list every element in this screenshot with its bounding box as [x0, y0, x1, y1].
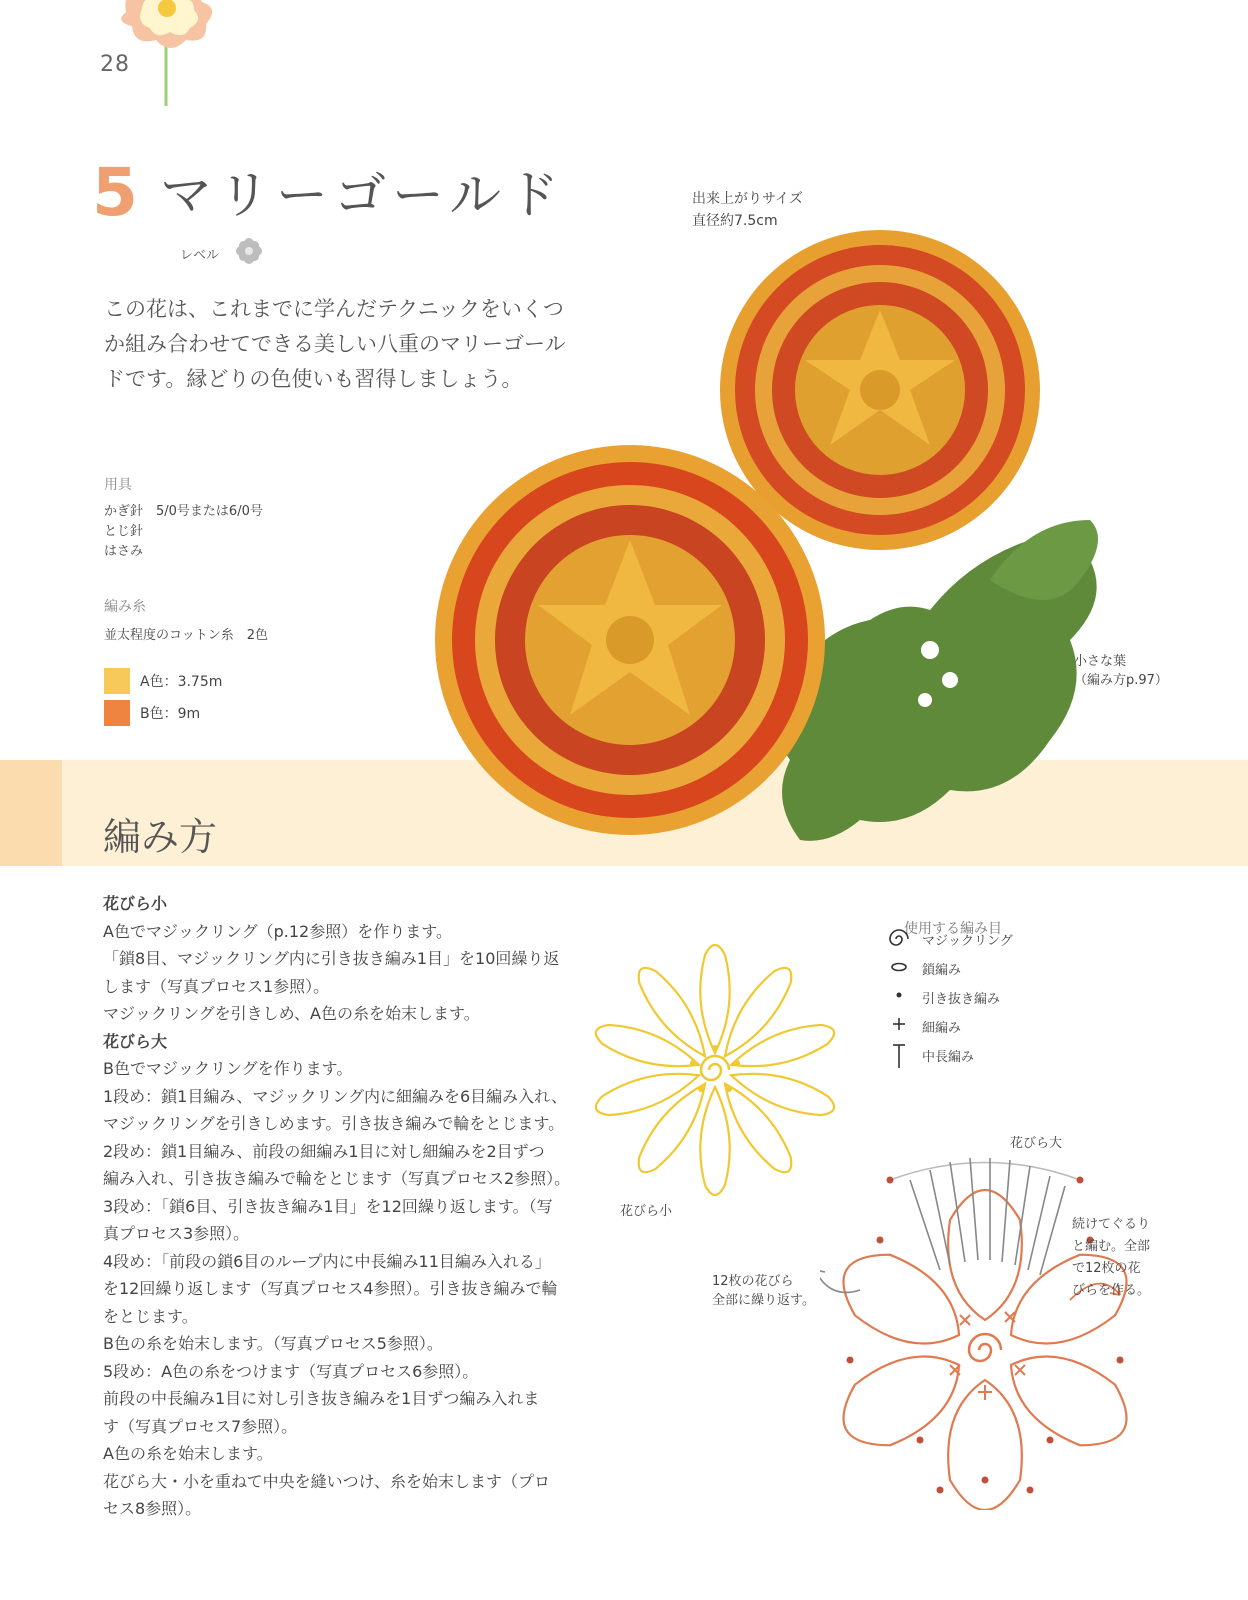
small-petal-chart [580, 935, 850, 1205]
magic-ring-icon [888, 928, 910, 950]
petal-arc [993, 1333, 1142, 1462]
level-label: レベル [180, 248, 220, 263]
continue-note [1072, 1214, 1150, 1302]
yarn-label: 編み糸 [104, 599, 146, 615]
instruction-line: 4段め：「前段の鎖6目のループ内に中長編み11目編み入れる」 [103, 1251, 551, 1271]
marigold-photo-lower [435, 445, 825, 835]
instruction-line: します（写真プロセス1参照）。 [103, 976, 330, 996]
petal-loop [630, 1075, 717, 1180]
slip-stitch-icon [888, 988, 910, 1002]
marigold-photo [430, 200, 1170, 860]
color-a-amount: A色：3.75m [140, 674, 223, 690]
instruction-line: 3段め：「鎖6目、引き抜き編み1目」を12回繰り返します。（写 [103, 1196, 553, 1216]
tool-item: かぎ針 5/0号または6/0号 [104, 504, 263, 519]
leaf-note [1074, 650, 1168, 688]
repeat-note-line: 12枚の花びら [712, 1274, 794, 1289]
color-b-swatch [104, 700, 130, 726]
instruction-line: 花びら大・小を重ねて中央を縫いつけ、糸を始末します（プロ [103, 1471, 550, 1491]
tool-item: はさみ [104, 544, 144, 559]
instruction-line: マジックリングを引きしめます。引き抜き編みで輪をとじます。 [103, 1114, 565, 1133]
instruction-heading: 花びら大 [103, 1031, 168, 1051]
large-petal-label: 花びら大 [1010, 1136, 1063, 1151]
petal-loop [727, 1017, 839, 1078]
instruction-line: B色の糸を始末します。（写真プロセス5参照）。 [103, 1334, 443, 1353]
petal-loop [592, 1061, 704, 1122]
legend-label: 引き抜き編み [922, 992, 1001, 1007]
instructions [103, 890, 593, 1523]
repeat-note-line: 全部に繰り返す。 [712, 1293, 815, 1308]
petal-arc [828, 1333, 977, 1462]
legend-title: 使用する編み目 [904, 921, 1002, 937]
leaf-note-line: 小さな葉 [1074, 654, 1127, 669]
instruction-line: 5段め：A色の糸をつけます（写真プロセス6参照）。 [103, 1361, 479, 1381]
petal-loop [700, 1087, 729, 1195]
marigold-photo-upper [720, 230, 1040, 550]
instruction-line: マジックリングを引きしめ、A色の糸を始末します。 [103, 1004, 480, 1023]
page-number: 28 [100, 52, 130, 77]
tool-item: とじ針 [104, 524, 144, 539]
page-title: マリーゴールド [160, 166, 565, 226]
petal-arc [828, 1238, 977, 1367]
continue-note-line: 続けてぐるり [1072, 1217, 1151, 1232]
instruction-line: 真プロセス3参照）。 [103, 1224, 250, 1243]
continue-note-line: で12枚の花 [1072, 1261, 1141, 1276]
method-band-accent [0, 760, 62, 866]
instruction-line: 編み入れ、引き抜き編みで輪をとじます（写真プロセス2参照）。 [103, 1169, 571, 1188]
legend-label: 細編み [922, 1021, 962, 1036]
yarn-description: 並太程度のコットン糸 2色 [104, 628, 269, 643]
instruction-line: 2段め：鎖1目編み、前段の細編み1目に対し細編みを2目ずつ [103, 1141, 545, 1161]
repeat-arrow-icon [820, 1270, 860, 1293]
legend-label: マジックリング [922, 934, 1013, 949]
half-double-stitches [890, 1158, 1080, 1275]
instruction-line: B色でマジックリングを作ります。 [103, 1059, 353, 1078]
intro-line: か組み合わせてできる美しい八重のマリーゴール [104, 332, 566, 356]
single-crochet-icon [888, 1016, 910, 1032]
instruction-line: A色でマジックリング（p.12参照）を作ります。 [103, 921, 452, 941]
pattern-number: 5 [92, 154, 138, 231]
petal-loop [727, 1061, 839, 1122]
leaf-note-line: （編み方p.97） [1074, 673, 1168, 688]
chain-stitch-icon [888, 960, 910, 974]
instruction-line: 前段の中長編み1目に対し引き抜き編みを1目ずつ編み入れま [103, 1389, 540, 1408]
finished-size-label: 出来上がりサイズ [692, 191, 803, 207]
intro-line: この花は、これまでに学んだテクニックをいくつ [104, 297, 564, 321]
instruction-line: をとじます。 [103, 1306, 198, 1326]
instruction-line: 1段め：鎖1目編み、マジックリング内に細編みを6目編み入れ、 [103, 1086, 568, 1106]
instruction-line: を12回繰り返します（写真プロセス4参照）。引き抜き編みで輪 [103, 1279, 558, 1298]
level-flower-icon [236, 238, 262, 264]
instruction-heading: 花びら小 [103, 894, 168, 913]
petal-arc [948, 1190, 1022, 1320]
instruction-line: セス8参照）。 [103, 1499, 202, 1518]
continue-note-line: と編む。全部 [1072, 1239, 1151, 1254]
color-a-swatch [104, 668, 130, 694]
petal-loop [713, 960, 800, 1065]
instruction-line: す（写真プロセス7参照）。 [103, 1416, 298, 1436]
small-petal-label: 花びら小 [620, 1204, 673, 1219]
petal-loop [700, 945, 729, 1053]
petal-loop [630, 960, 717, 1065]
color-b-amount: B色：9m [140, 706, 201, 722]
tools-list [104, 502, 263, 562]
instruction-line: A色の糸を始末します。 [103, 1444, 273, 1463]
legend-label: 中長編み [922, 1050, 975, 1065]
petal-loop [713, 1075, 800, 1180]
petal-loop [592, 1017, 704, 1078]
continue-note-line: びらを作る。 [1072, 1283, 1151, 1298]
single-crochet-marks [950, 1312, 1025, 1400]
instruction-line: 「鎖8目、マジックリング内に引き抜き編み1目」を10回繰り返 [103, 949, 560, 968]
tools-label: 用具 [104, 477, 132, 493]
leaf-photo [775, 520, 1098, 841]
legend-label: 鎖編み [922, 963, 962, 978]
intro-line: ドです。縁どりの色使いも習得しましょう。 [104, 367, 523, 391]
large-petal-chart [820, 1150, 1150, 1510]
half-double-crochet-icon [888, 1042, 910, 1070]
repeat-note [712, 1270, 815, 1308]
finished-size-value: 直径約7.5cm [692, 213, 778, 229]
method-title: 編み方 [103, 815, 218, 859]
